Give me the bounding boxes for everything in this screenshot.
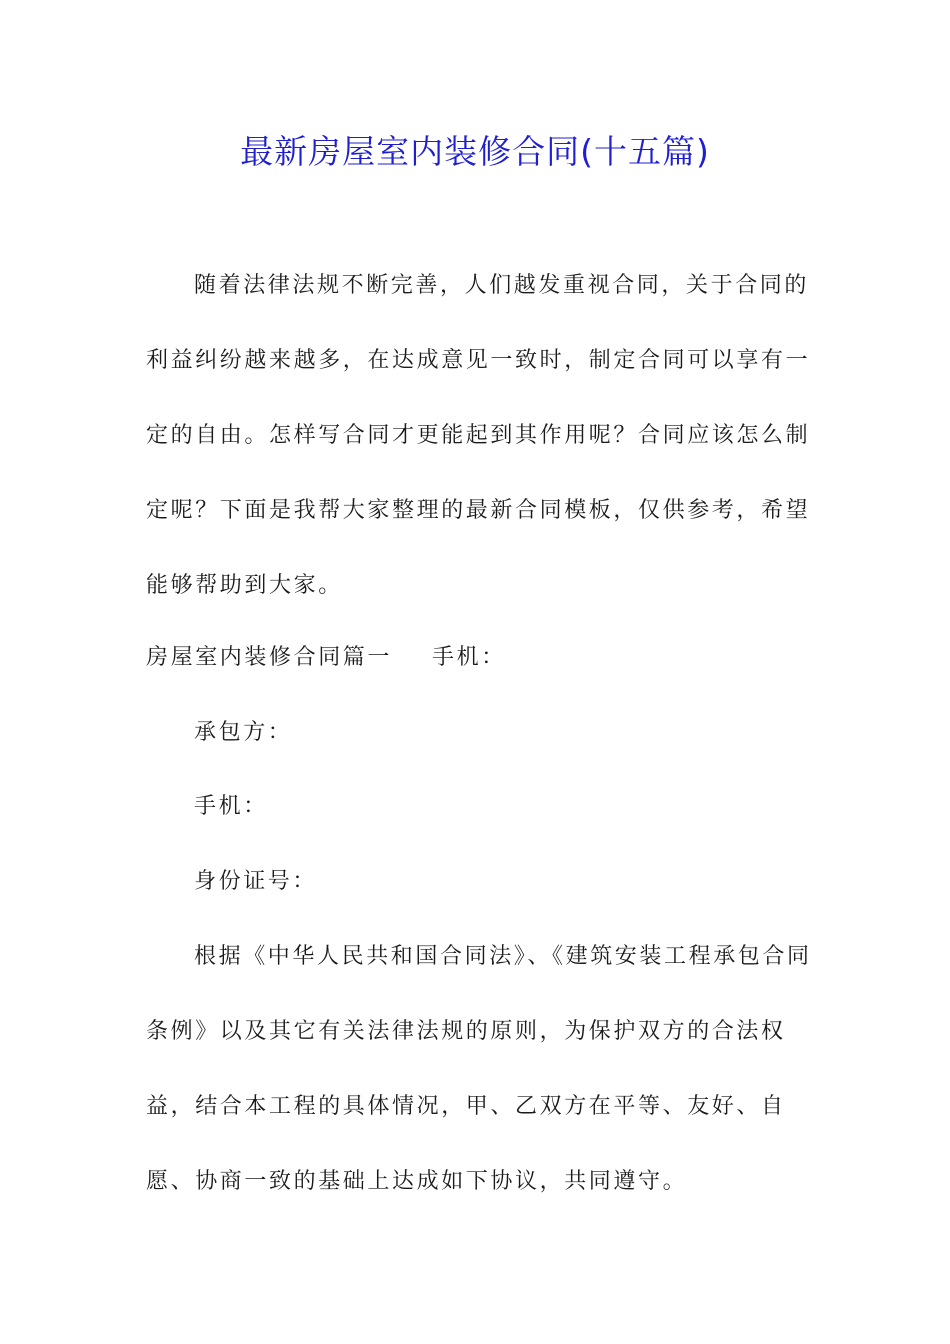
basis-text: 根据《中华人民共和国合同法》、《建筑安装工程承包合同条例》以及其它有关法律法规的原则，为保护双方的合法权益，结合本工程的具体情况，甲、乙双方在平等、友好、自愿、协商一致的基础上达成如下协议，共同遵守。 [146, 944, 812, 1194]
basis-paragraph [146, 919, 826, 1219]
section-heading: 房屋室内装修合同篇一 [146, 645, 393, 670]
heading-phone-label: 手机： [432, 645, 506, 670]
id-number-label: 身份证号： [194, 869, 318, 894]
intro-paragraph [146, 248, 826, 623]
contractor-label: 承包方： [194, 720, 293, 745]
intro-text: 随着法律法规不断完善，人们越发重视合同，关于合同的利益纠纷越来越多，在达成意见一致时，制定合同可以享有一定的自由。怎样写合同才更能起到其作用呢？合同应该怎么制定呢？下面是我帮大家整理的最新合同模板，仅供参考，希望能够帮助到大家。 [146, 273, 811, 598]
document-title: 最新房屋室内装修合同(十五篇) [240, 132, 710, 171]
phone-label: 手机： [194, 794, 268, 819]
